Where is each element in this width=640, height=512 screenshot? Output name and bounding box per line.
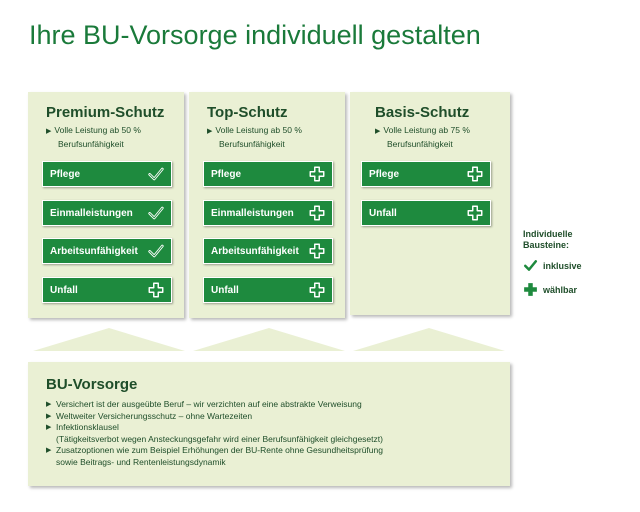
bullet-triangle-icon: ▶ (46, 447, 52, 454)
bullet-triangle-icon: ▶ (207, 128, 213, 135)
plus-icon (466, 204, 484, 222)
feature-unfall[interactable]: Unfall (42, 277, 172, 303)
feature-pflege[interactable]: Pflege (42, 161, 172, 187)
plus-icon (308, 204, 326, 222)
feature-unfall[interactable]: Unfall (203, 277, 333, 303)
feature-arbeitsunfaehigkeit[interactable]: Arbeitsunfähigkeit (42, 238, 172, 264)
plan-title: Top-Schutz (207, 104, 288, 121)
bullet-triangle-icon: ▶ (46, 412, 52, 420)
bu-vorsorge-bullets (46, 399, 383, 468)
list-item: ▶ Infektionsklausel (Tätigkeitsverbot wegen Ansteckungsgefahr wird einer Berufsunfähigkeit gleichgesetzt) (46, 422, 383, 444)
bullet-triangle-icon: ▶ (46, 424, 52, 431)
feature-einmalleistungen[interactable]: Einmalleistungen (42, 200, 172, 226)
plus-icon (466, 165, 484, 183)
connector-triangle (193, 325, 345, 353)
plus-icon (308, 242, 326, 260)
legend-item-inklusive: inklusive (523, 258, 582, 273)
check-icon (523, 258, 538, 273)
plan-card-basis (350, 92, 510, 315)
feature-arbeitsunfaehigkeit[interactable]: Arbeitsunfähigkeit (203, 238, 333, 264)
list-item: ▶ Zusatzoptionen wie zum Beispiel Erhöhungen der BU-Rente ohne Gesundheitsprüfung sowie Beitrags- und Rentenleistungsdynamik (46, 445, 383, 467)
feature-pflege[interactable]: Pflege (203, 161, 333, 187)
check-icon (147, 165, 165, 183)
plus-icon (308, 165, 326, 183)
plan-subtitle: ▶ Volle Leistung ab 50 % Berufsunfähigkeit (207, 125, 302, 149)
check-icon (147, 204, 165, 222)
plan-card-premium (28, 92, 184, 318)
list-item: ▶ Versichert ist der ausgeübte Beruf – wir verzichten auf eine abstrakte Verweisung (46, 399, 362, 409)
page-title: Ihre BU-Vorsorge individuell gestalten (29, 20, 481, 50)
check-icon (147, 242, 165, 260)
plan-subtitle: ▶ Volle Leistung ab 50 % Berufsunfähigkeit (46, 125, 141, 149)
legend-title: Individuelle (523, 229, 573, 239)
connector-triangle (353, 325, 505, 353)
plan-title: Basis-Schutz (375, 104, 470, 121)
feature-einmalleistungen[interactable]: Einmalleistungen (203, 200, 333, 226)
plus-icon (147, 281, 165, 299)
plus-icon (308, 281, 326, 299)
bu-vorsorge-panel (28, 362, 510, 486)
bullet-triangle-icon: ▶ (46, 401, 52, 408)
plus-icon (523, 282, 538, 297)
plan-card-top (189, 92, 345, 318)
plan-title: Premium-Schutz (46, 104, 165, 121)
legend-item-waehlbar: wählbar (523, 282, 577, 297)
plan-subtitle: ▶ Volle Leistung ab 75 % Berufsunfähigkeit (375, 125, 470, 149)
legend-title: Bausteine: (523, 240, 570, 250)
bullet-triangle-icon: ▶ (46, 128, 52, 135)
legend (523, 229, 582, 295)
feature-unfall[interactable]: Unfall (361, 200, 491, 226)
list-item: ▶ Weltweiter Versicherungsschutz – ohne Wartezeiten (46, 410, 253, 421)
connector-triangle (33, 325, 185, 353)
bullet-triangle-icon: ▶ (375, 128, 381, 135)
feature-pflege[interactable]: Pflege (361, 161, 491, 187)
bu-vorsorge-title: BU-Vorsorge (46, 376, 138, 393)
